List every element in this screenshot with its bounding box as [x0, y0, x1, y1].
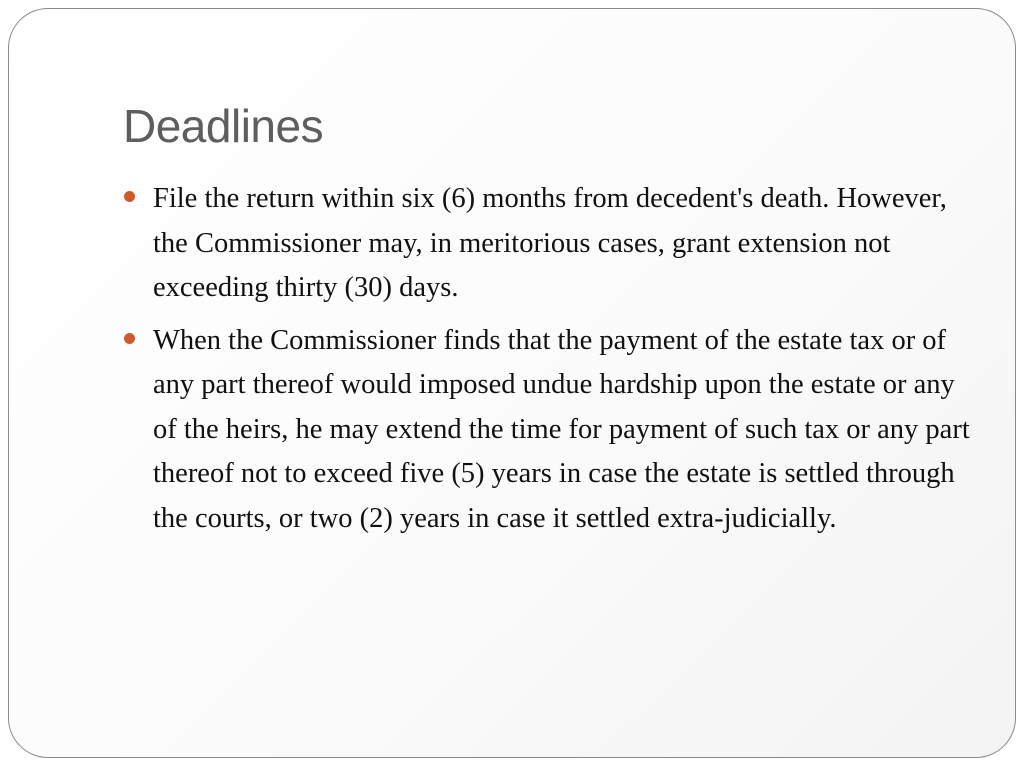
bullet-item [123, 319, 973, 542]
slide-title: Deadlines [123, 100, 324, 152]
slide-frame [8, 8, 1016, 758]
bullet-list [123, 177, 973, 549]
bullet-dot-icon [124, 333, 135, 344]
bullet-text: File the return within six (6) months from decedent's death. However, the Commissioner may, in meritorious cases, grant extension not exceeding thirty (30) days. [153, 183, 947, 303]
bullet-text: When the Commissioner finds that the payment of the estate tax or of any part thereof would imposed undue hardship upon the estate or any of the heirs, he may extend the time for payment of such tax or any part thereof not to exceed five (5) years in case the estate is settled through the courts, or two (2) years in case it settled extra-judicially. [153, 324, 970, 534]
bullet-item [123, 177, 973, 311]
bullet-dot-icon [124, 191, 135, 202]
